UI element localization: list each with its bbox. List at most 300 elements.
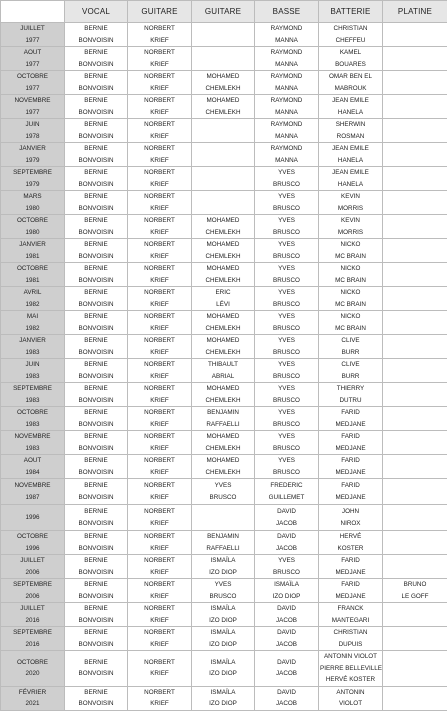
cell-text: 2020 (2, 668, 63, 680)
cell-text: BONVOISIN (66, 107, 126, 119)
cell-text: FARID (320, 431, 381, 443)
platine-cell (383, 215, 447, 239)
cell-text: IZO DIOP (256, 591, 317, 603)
cell-text: BERNIE (66, 480, 126, 492)
cell-text: OCTOBRE (2, 71, 63, 83)
cell-text: ANTONIN VIOLOT (320, 651, 381, 663)
header-date (1, 1, 65, 23)
cell-text: KRIEF (129, 179, 190, 191)
guitare-1-cell (128, 95, 192, 119)
cell-text: SHERWIN (320, 119, 381, 131)
cell-text: NORBERT (129, 455, 190, 467)
vocal-cell (65, 407, 128, 431)
cell-text: JEAN EMILE (320, 143, 381, 155)
cell-text: PIERRE BELLEVILLE (320, 663, 381, 675)
cell-text: ABRIAL (193, 371, 253, 383)
table-row (1, 603, 447, 627)
cell-text: BRUSCO (256, 251, 317, 263)
guitare-1-cell (128, 143, 192, 167)
cell-text: DAVID (256, 657, 317, 669)
date-cell (1, 287, 65, 311)
cell-text: BERNIE (66, 215, 126, 227)
cell-text: OCTOBRE (2, 531, 63, 543)
cell-text: YVES (256, 239, 317, 251)
cell-text: BOUARES (320, 59, 381, 71)
vocal-cell (65, 627, 128, 651)
cell-text: 2006 (2, 567, 63, 579)
cell-text: 2016 (2, 639, 63, 651)
date-cell (1, 505, 65, 531)
table-row (1, 555, 447, 579)
guitare-2-cell (192, 531, 255, 555)
guitare-2-cell (192, 505, 255, 531)
cell-text: KRIEF (129, 492, 190, 504)
cell-text: BERNIE (66, 687, 126, 699)
guitare-1-cell (128, 287, 192, 311)
guitare-2-cell (192, 579, 255, 603)
cell-text: CHRISTIAN (320, 627, 381, 639)
cell-text: KRIEF (129, 251, 190, 263)
cell-text: NORBERT (129, 431, 190, 443)
cell-text: BONVOISIN (66, 591, 126, 603)
cell-text: KRIEF (129, 467, 190, 479)
header-platine: PLATINE (383, 1, 447, 23)
guitare-1-cell (128, 383, 192, 407)
cell-text: AOUT (2, 47, 63, 59)
batterie-cell (319, 143, 383, 167)
cell-text: BERNIE (66, 407, 126, 419)
date-cell (1, 215, 65, 239)
date-cell (1, 71, 65, 95)
cell-text: NORBERT (129, 215, 190, 227)
cell-text: BERNIE (66, 579, 126, 591)
basse-cell (255, 119, 319, 143)
guitare-1-cell (128, 263, 192, 287)
cell-text: IZO DIOP (193, 698, 253, 710)
cell-text: MOHAMED (193, 239, 253, 251)
cell-text: NORBERT (129, 359, 190, 371)
cell-text: BONVOISIN (66, 179, 126, 191)
cell-text: 1983 (2, 419, 63, 431)
vocal-cell (65, 71, 128, 95)
cell-text: BONVOISIN (66, 492, 126, 504)
cell-text: 1996 (2, 543, 63, 555)
cell-text: KRIEF (129, 131, 190, 143)
date-cell (1, 47, 65, 71)
cell-text: KRIEF (129, 35, 190, 47)
cell-text: CLIVE (320, 335, 381, 347)
basse-cell (255, 167, 319, 191)
guitare-2-cell (192, 359, 255, 383)
vocal-cell (65, 263, 128, 287)
cell-text: BONVOISIN (66, 275, 126, 287)
vocal-cell (65, 455, 128, 479)
cell-text: NORBERT (129, 506, 190, 518)
cell-text: MEDJANE (320, 591, 381, 603)
cell-text: AOUT (2, 455, 63, 467)
cell-text: JACOB (256, 639, 317, 651)
cell-text: THIBAULT (193, 359, 253, 371)
platine-cell (383, 23, 447, 47)
cell-text: DAVID (256, 603, 317, 615)
vocal-cell (65, 651, 128, 687)
table-row (1, 215, 447, 239)
cell-text: ISMAÏLA (256, 579, 317, 591)
header-basse: BASSE (255, 1, 319, 23)
cell-text: IZO DIOP (193, 668, 253, 680)
cell-text: BERNIE (66, 23, 126, 35)
cell-text: BERNIE (66, 359, 126, 371)
platine-cell (383, 287, 447, 311)
cell-text: AVRIL (2, 287, 63, 299)
cell-text: 1983 (2, 371, 63, 383)
cell-text: BERNIE (66, 383, 126, 395)
cell-text: MOHAMED (193, 383, 253, 395)
cell-text: BERNIE (66, 71, 126, 83)
cell-text: BONVOISIN (66, 83, 126, 95)
cell-text: NICKO (320, 263, 381, 275)
platine-cell (383, 627, 447, 651)
cell-text: BERNIE (66, 555, 126, 567)
date-cell (1, 95, 65, 119)
cell-text: BERNIE (66, 167, 126, 179)
table-row (1, 651, 447, 687)
cell-text: BERNIE (66, 506, 126, 518)
cell-text: FREDERIC (256, 480, 317, 492)
cell-text: KRIEF (129, 567, 190, 579)
cell-text: KEVIN (320, 215, 381, 227)
cell-text: ERIC (193, 287, 253, 299)
cell-text: BERNIE (66, 239, 126, 251)
cell-text: OCTOBRE (2, 215, 63, 227)
batterie-cell (319, 455, 383, 479)
cell-text: NORBERT (129, 480, 190, 492)
table-row (1, 119, 447, 143)
cell-text: BONVOISIN (66, 299, 126, 311)
cell-text: 1979 (2, 155, 63, 167)
basse-cell (255, 335, 319, 359)
cell-text: JEAN EMILE (320, 167, 381, 179)
cell-text: JUILLET (2, 555, 63, 567)
cell-text: FÉVRIER (2, 687, 63, 699)
cell-text: BONVOISIN (66, 668, 126, 680)
vocal-cell (65, 143, 128, 167)
cell-text: MEDJANE (320, 419, 381, 431)
cell-text: CHRISTIAN (320, 23, 381, 35)
cell-text: JANVIER (2, 239, 63, 251)
vocal-cell (65, 215, 128, 239)
cell-text: 2006 (2, 591, 63, 603)
cell-text: BERNIE (66, 335, 126, 347)
batterie-cell (319, 383, 383, 407)
cell-text: YVES (256, 455, 317, 467)
cell-text: BONVOISIN (66, 371, 126, 383)
cell-text: BERNIE (66, 191, 126, 203)
platine-cell (383, 47, 447, 71)
date-cell (1, 383, 65, 407)
cell-text: JACOB (256, 518, 317, 530)
cell-text: KRIEF (129, 543, 190, 555)
batterie-cell (319, 119, 383, 143)
cell-text: 1978 (2, 131, 63, 143)
cell-text: NICKO (320, 311, 381, 323)
basse-cell (255, 479, 319, 505)
table-row (1, 287, 447, 311)
cell-text: NOVEMBRE (2, 431, 63, 443)
table-row (1, 335, 447, 359)
cell-text: 1983 (2, 395, 63, 407)
cell-text: GUILLEMET (256, 492, 317, 504)
platine-cell (383, 119, 447, 143)
cell-text: YVES (256, 383, 317, 395)
cell-text: BRUSCO (256, 323, 317, 335)
cell-text: NORBERT (129, 531, 190, 543)
table-body (1, 23, 447, 711)
cell-text: BERNIE (66, 531, 126, 543)
cell-text: BRUSCO (256, 347, 317, 359)
date-cell (1, 651, 65, 687)
platine-cell (383, 335, 447, 359)
batterie-cell (319, 47, 383, 71)
table-row (1, 23, 447, 47)
cell-text: DAVID (256, 687, 317, 699)
cell-text: MC BRAIN (320, 251, 381, 263)
cell-text: YVES (256, 191, 317, 203)
cell-text: BERNIE (66, 455, 126, 467)
platine-cell (383, 555, 447, 579)
cell-text: BRUSCO (256, 275, 317, 287)
header-vocal: VOCAL (65, 1, 128, 23)
cell-text: KRIEF (129, 203, 190, 215)
guitare-2-cell (192, 167, 255, 191)
cell-text: ISMAÏLA (193, 627, 253, 639)
platine-cell (383, 479, 447, 505)
vocal-cell (65, 119, 128, 143)
guitare-2-cell (192, 311, 255, 335)
cell-text: 1981 (2, 251, 63, 263)
cell-text: YVES (256, 431, 317, 443)
cell-text: MAI (2, 311, 63, 323)
cell-text: BERNIE (66, 47, 126, 59)
cell-text: NORBERT (129, 191, 190, 203)
guitare-2-cell (192, 479, 255, 505)
cell-text: NORBERT (129, 335, 190, 347)
cell-text: RAFFAELLI (193, 419, 253, 431)
cell-text: JACOB (256, 543, 317, 555)
cell-text: NOVEMBRE (2, 95, 63, 107)
guitare-2-cell (192, 455, 255, 479)
cell-text: FARID (320, 455, 381, 467)
cell-text: KAMEL (320, 47, 381, 59)
cell-text: NORBERT (129, 657, 190, 669)
cell-text: 1977 (2, 107, 63, 119)
basse-cell (255, 71, 319, 95)
cell-text: JACOB (256, 668, 317, 680)
cell-text: BONVOISIN (66, 347, 126, 359)
batterie-cell (319, 407, 383, 431)
vocal-cell (65, 287, 128, 311)
batterie-cell (319, 686, 383, 710)
basse-cell (255, 359, 319, 383)
basse-cell (255, 383, 319, 407)
cell-text: MOHAMED (193, 431, 253, 443)
cell-text: FARID (320, 555, 381, 567)
guitare-2-cell (192, 651, 255, 687)
cell-text: NORBERT (129, 579, 190, 591)
cell-text: RAYMOND (256, 47, 317, 59)
table-row (1, 143, 447, 167)
cell-text: NORBERT (129, 167, 190, 179)
batterie-cell (319, 311, 383, 335)
cell-text: NORBERT (129, 143, 190, 155)
cell-text: YVES (193, 480, 253, 492)
cell-text: JACOB (256, 698, 317, 710)
platine-cell (383, 431, 447, 455)
cell-text: KRIEF (129, 639, 190, 651)
cell-text: CHEMLEKH (193, 443, 253, 455)
cell-text: ISMAÏLA (193, 657, 253, 669)
cell-text: RAYMOND (256, 23, 317, 35)
platine-cell (383, 191, 447, 215)
cell-text: BERNIE (66, 95, 126, 107)
cell-text: 1982 (2, 323, 63, 335)
cell-text: BONVOISIN (66, 467, 126, 479)
cell-text: BRUSCO (256, 203, 317, 215)
cell-text: MC BRAIN (320, 275, 381, 287)
cell-text: NORBERT (129, 603, 190, 615)
vocal-cell (65, 23, 128, 47)
cell-text: ISMAÏLA (193, 555, 253, 567)
cell-text: SEPTEMBRE (2, 627, 63, 639)
basse-cell (255, 579, 319, 603)
date-cell (1, 603, 65, 627)
cell-text: OCTOBRE (2, 657, 63, 669)
cell-text: BONVOISIN (66, 518, 126, 530)
guitare-1-cell (128, 407, 192, 431)
table-row (1, 167, 447, 191)
guitare-1-cell (128, 47, 192, 71)
vocal-cell (65, 95, 128, 119)
cell-text: BONVOISIN (66, 698, 126, 710)
cell-text: BERNIE (66, 431, 126, 443)
date-cell (1, 431, 65, 455)
platine-cell (383, 686, 447, 710)
cell-text: MOHAMED (193, 311, 253, 323)
cell-text: YVES (256, 359, 317, 371)
cell-text: YVES (193, 579, 253, 591)
cell-text: BONVOISIN (66, 227, 126, 239)
cell-text: NIROX (320, 518, 381, 530)
cell-text: JUIN (2, 119, 63, 131)
date-cell (1, 531, 65, 555)
cell-text: MOHAMED (193, 215, 253, 227)
cell-text: DAVID (256, 627, 317, 639)
cell-text: MEDJANE (320, 492, 381, 504)
batterie-cell (319, 359, 383, 383)
cell-text: OCTOBRE (2, 407, 63, 419)
guitare-1-cell (128, 627, 192, 651)
cell-text: BONVOISIN (66, 59, 126, 71)
cell-text: BERNIE (66, 627, 126, 639)
cell-text: MARS (2, 191, 63, 203)
cell-text: NORBERT (129, 23, 190, 35)
date-cell (1, 359, 65, 383)
cell-text: MOHAMED (193, 335, 253, 347)
cell-text: BONVOISIN (66, 639, 126, 651)
table-row (1, 479, 447, 505)
cell-text: MANNA (256, 155, 317, 167)
cell-text: BERNIE (66, 263, 126, 275)
table-row (1, 579, 447, 603)
cell-text: FRANCK (320, 603, 381, 615)
batterie-cell (319, 579, 383, 603)
guitare-2-cell (192, 335, 255, 359)
guitare-1-cell (128, 167, 192, 191)
cell-text: BRUSCO (193, 492, 253, 504)
platine-cell (383, 143, 447, 167)
cell-text: NORBERT (129, 263, 190, 275)
cell-text: BRUSCO (256, 395, 317, 407)
platine-cell (383, 455, 447, 479)
cell-text: CHEMLEKH (193, 467, 253, 479)
basse-cell (255, 431, 319, 455)
basse-cell (255, 555, 319, 579)
guitare-2-cell (192, 263, 255, 287)
batterie-cell (319, 71, 383, 95)
cell-text: IZO DIOP (193, 615, 253, 627)
vocal-cell (65, 603, 128, 627)
date-cell (1, 23, 65, 47)
cell-text: BONVOISIN (66, 155, 126, 167)
cell-text: THIERRY (320, 383, 381, 395)
vocal-cell (65, 555, 128, 579)
cell-text: BRUSCO (193, 591, 253, 603)
cell-text: MORRIS (320, 203, 381, 215)
cell-text: YVES (256, 215, 317, 227)
basse-cell (255, 23, 319, 47)
cell-text: KRIEF (129, 698, 190, 710)
table-row (1, 263, 447, 287)
cell-text: YVES (256, 407, 317, 419)
batterie-cell (319, 335, 383, 359)
vocal-cell (65, 505, 128, 531)
cell-text: YVES (256, 555, 317, 567)
platine-cell (383, 383, 447, 407)
cell-text: JUILLET (2, 603, 63, 615)
cell-text: BERNIE (66, 287, 126, 299)
date-cell (1, 119, 65, 143)
table-row (1, 627, 447, 651)
cell-text: BRUNO (384, 579, 446, 591)
cell-text: BURR (320, 347, 381, 359)
cell-text: NORBERT (129, 687, 190, 699)
basse-cell (255, 143, 319, 167)
cell-text: 1977 (2, 35, 63, 47)
cell-text: NORBERT (129, 627, 190, 639)
cell-text: HERVÉ (320, 531, 381, 543)
cell-text: 1980 (2, 227, 63, 239)
date-cell (1, 143, 65, 167)
cell-text: MC BRAIN (320, 323, 381, 335)
batterie-cell (319, 215, 383, 239)
cell-text: BRUSCO (256, 567, 317, 579)
cell-text: JOHN (320, 506, 381, 518)
header-guitare-2: GUITARE (192, 1, 255, 23)
cell-text: MANNA (256, 83, 317, 95)
date-cell (1, 239, 65, 263)
cell-text: NORBERT (129, 311, 190, 323)
cell-text: SEPTEMBRE (2, 167, 63, 179)
